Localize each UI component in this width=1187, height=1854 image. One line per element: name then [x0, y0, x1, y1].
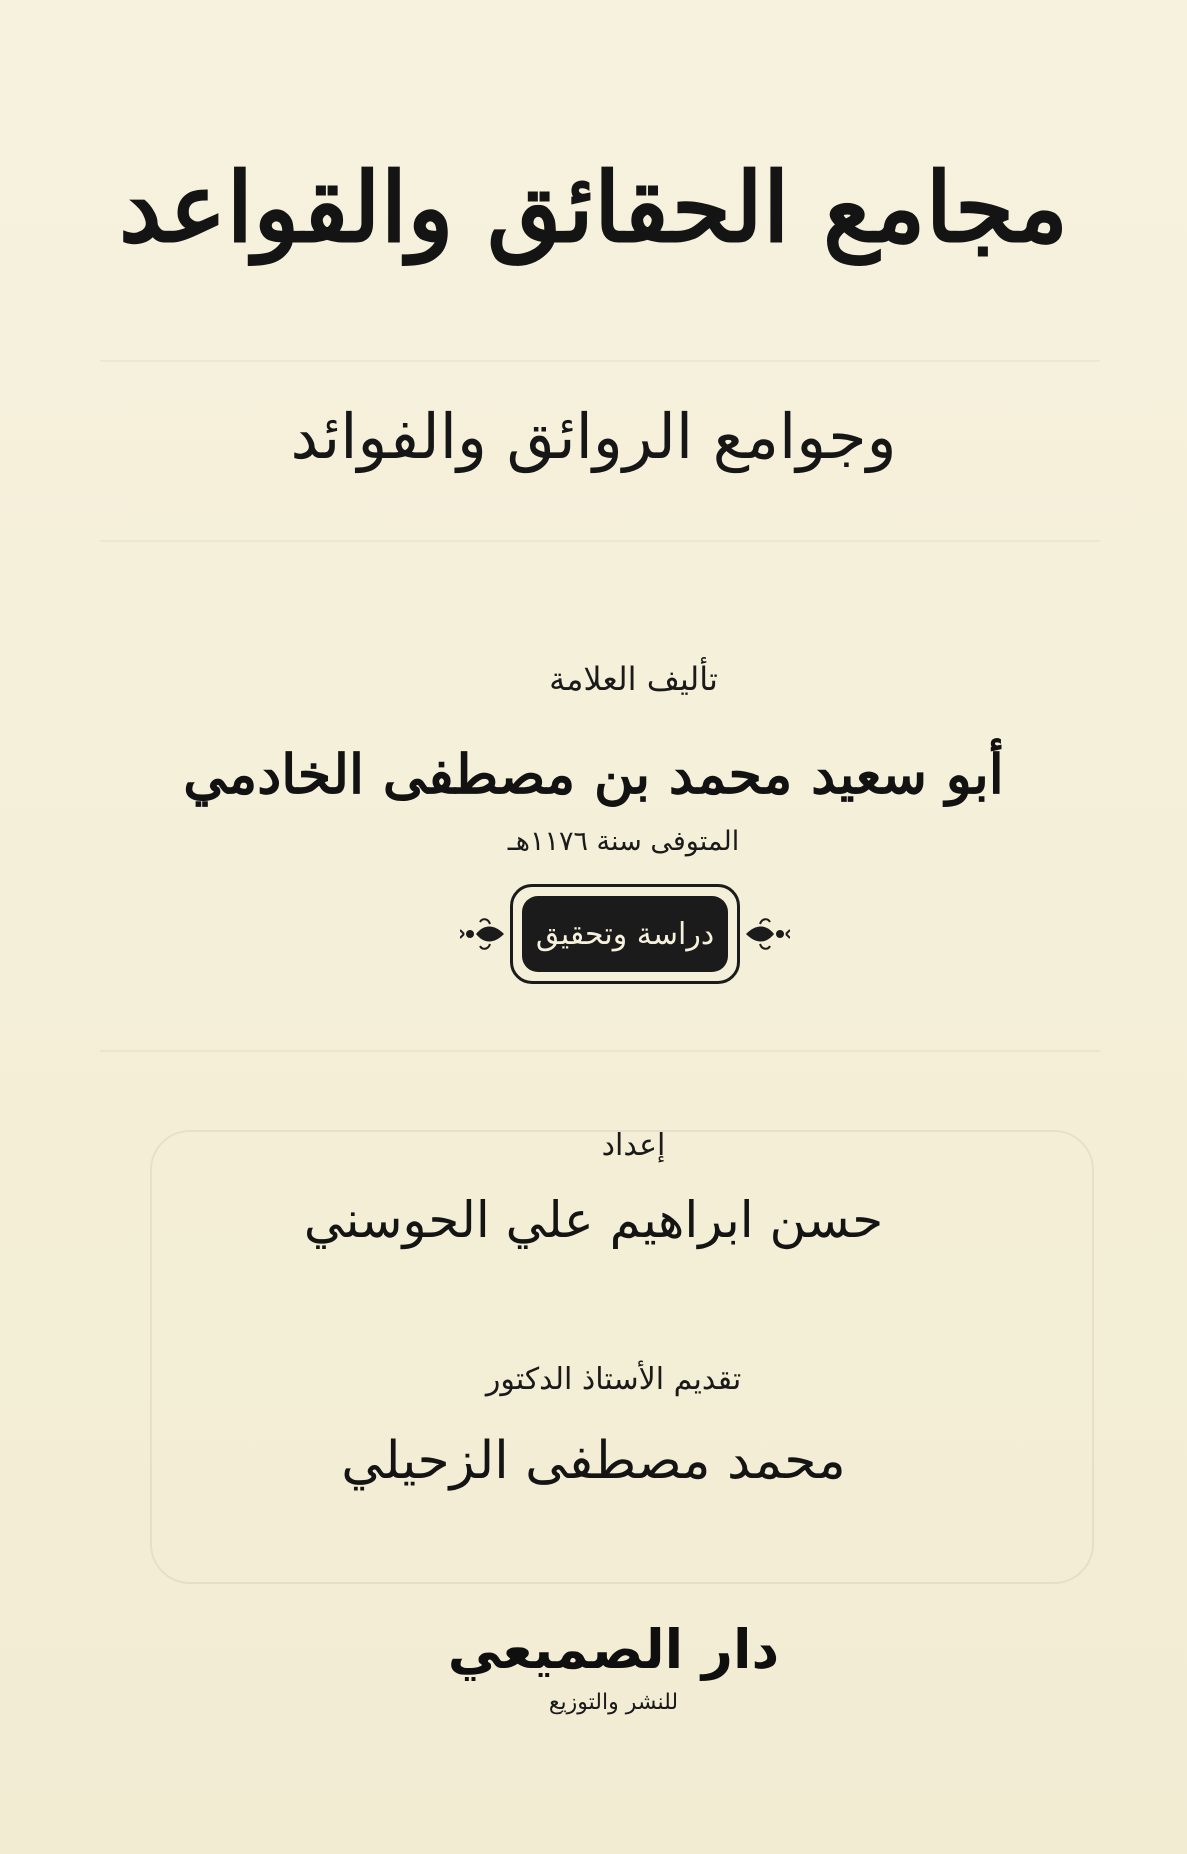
introduction-name: محمد مصطفى الزحيلي — [341, 1431, 846, 1491]
badge-text: دراسة وتحقيق — [535, 916, 715, 952]
author-death-date: المتوفى سنة ١١٧٦هـ — [507, 826, 740, 857]
show-through-line — [100, 540, 1100, 542]
introduction-label: تقديم الأستاذ الدكتور — [485, 1362, 742, 1397]
preparer-label: إعداد — [601, 1128, 666, 1163]
ornament-right-icon — [746, 914, 790, 954]
author-name: أبو سعيد محمد بن مصطفى الخادمي — [183, 742, 1004, 806]
show-through-line — [100, 360, 1100, 362]
study-badge — [460, 884, 790, 984]
publisher-subtitle: للنشر والتوزيع — [548, 1690, 679, 1715]
publisher-name: دار الصميعي — [447, 1618, 780, 1681]
badge-panel — [522, 896, 728, 972]
preparer-name: حسن ابراهيم علي الحوسني — [303, 1191, 884, 1249]
book-title: مجامع الحقائق والقواعد — [118, 151, 1069, 264]
author-label: تأليف العلامة — [549, 660, 718, 698]
show-through-line — [100, 1050, 1100, 1052]
book-subtitle: وجوامع الروائق والفوائد — [290, 400, 897, 473]
ornament-left-icon — [460, 914, 504, 954]
